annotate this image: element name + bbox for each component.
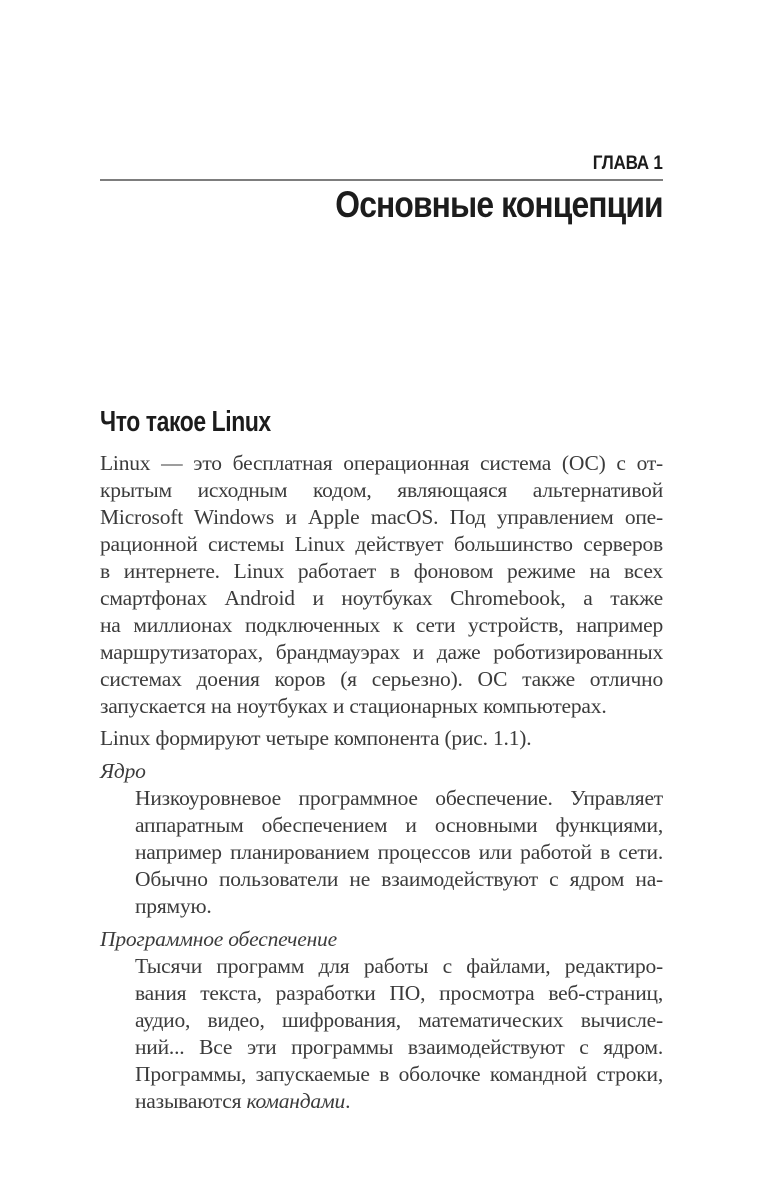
text-line: запускается на ноутбуках и стационарных компьютерах. [100,694,607,718]
text-line: Microsoft Windows и Apple macOS. Под управлением опе- [100,505,663,529]
text-line: прямую. [135,894,212,918]
chapter-label [100,153,663,175]
text-line: ний... Все эти программы взаимодействуют с ядром. [135,1035,663,1059]
definition-software [100,926,663,1115]
text-line: рационной системы Linux действует большинство серверов [100,532,663,556]
chapter-label-text: ГЛАВА 1 [593,153,663,174]
components-paragraph: Linux формируют четыре компонента (рис. 1.1). [100,726,532,750]
definition-body-kernel [135,785,663,920]
text-line: крытым исходным кодом, являющаяся альтернативой [100,478,663,502]
text-line: Низкоуровневое программное обеспечение. Управляет [135,786,663,810]
definition-body-software [135,953,663,1088]
definition-kernel [100,758,663,920]
text-line: например планированием процессов или работой в сети. [135,840,663,864]
last-line-prefix: называются [135,1089,247,1113]
text-line: Тысячи программ для работы с файлами, редактиро- [135,954,663,978]
text-line: на миллионах подключенных к сети устройств, например [100,613,663,637]
section-heading-text: Что такое Linux [100,406,271,438]
text-line: системах доения коров (я серьезно). ОС также отлично [100,667,663,691]
text-line: Linux — это бесплатная операционная система (ОС) с от- [100,451,663,475]
text-line: аудио, видео, шифрования, математических вычисле- [135,1008,663,1032]
last-line-suffix: . [345,1089,351,1113]
text-line: смартфонах Android и ноутбуках Chromebook, а также [100,586,663,610]
text-line: Программы, запускаемые в оболочке командной строки, [135,1062,663,1086]
page-body [100,405,663,1115]
text-line: маршрутизаторах, брандмауэрах и даже роботизированных [100,640,663,664]
last-line-italic-word: командами [246,1089,346,1113]
chapter-title [100,185,663,225]
text-line: аппаратным обеспечением и основными функциями, [135,813,663,837]
section-heading [100,405,663,439]
definition-term-kernel: Ядро [100,759,146,783]
text-line: Обычно пользователи не взаимодействуют с ядром на- [135,867,663,891]
chapter-title-text: Основные концепции [335,184,663,225]
text-line: в интернете. Linux работает в фоновом режиме на всех [100,559,663,583]
text-line: вания текста, разработки ПО, просмотра веб-страниц, [135,981,663,1005]
chapter-header [100,153,663,225]
definition-last-line [135,1088,663,1115]
header-rule [100,179,663,181]
intro-paragraph [100,450,663,720]
definition-term-software: Программное обеспечение [100,927,337,951]
